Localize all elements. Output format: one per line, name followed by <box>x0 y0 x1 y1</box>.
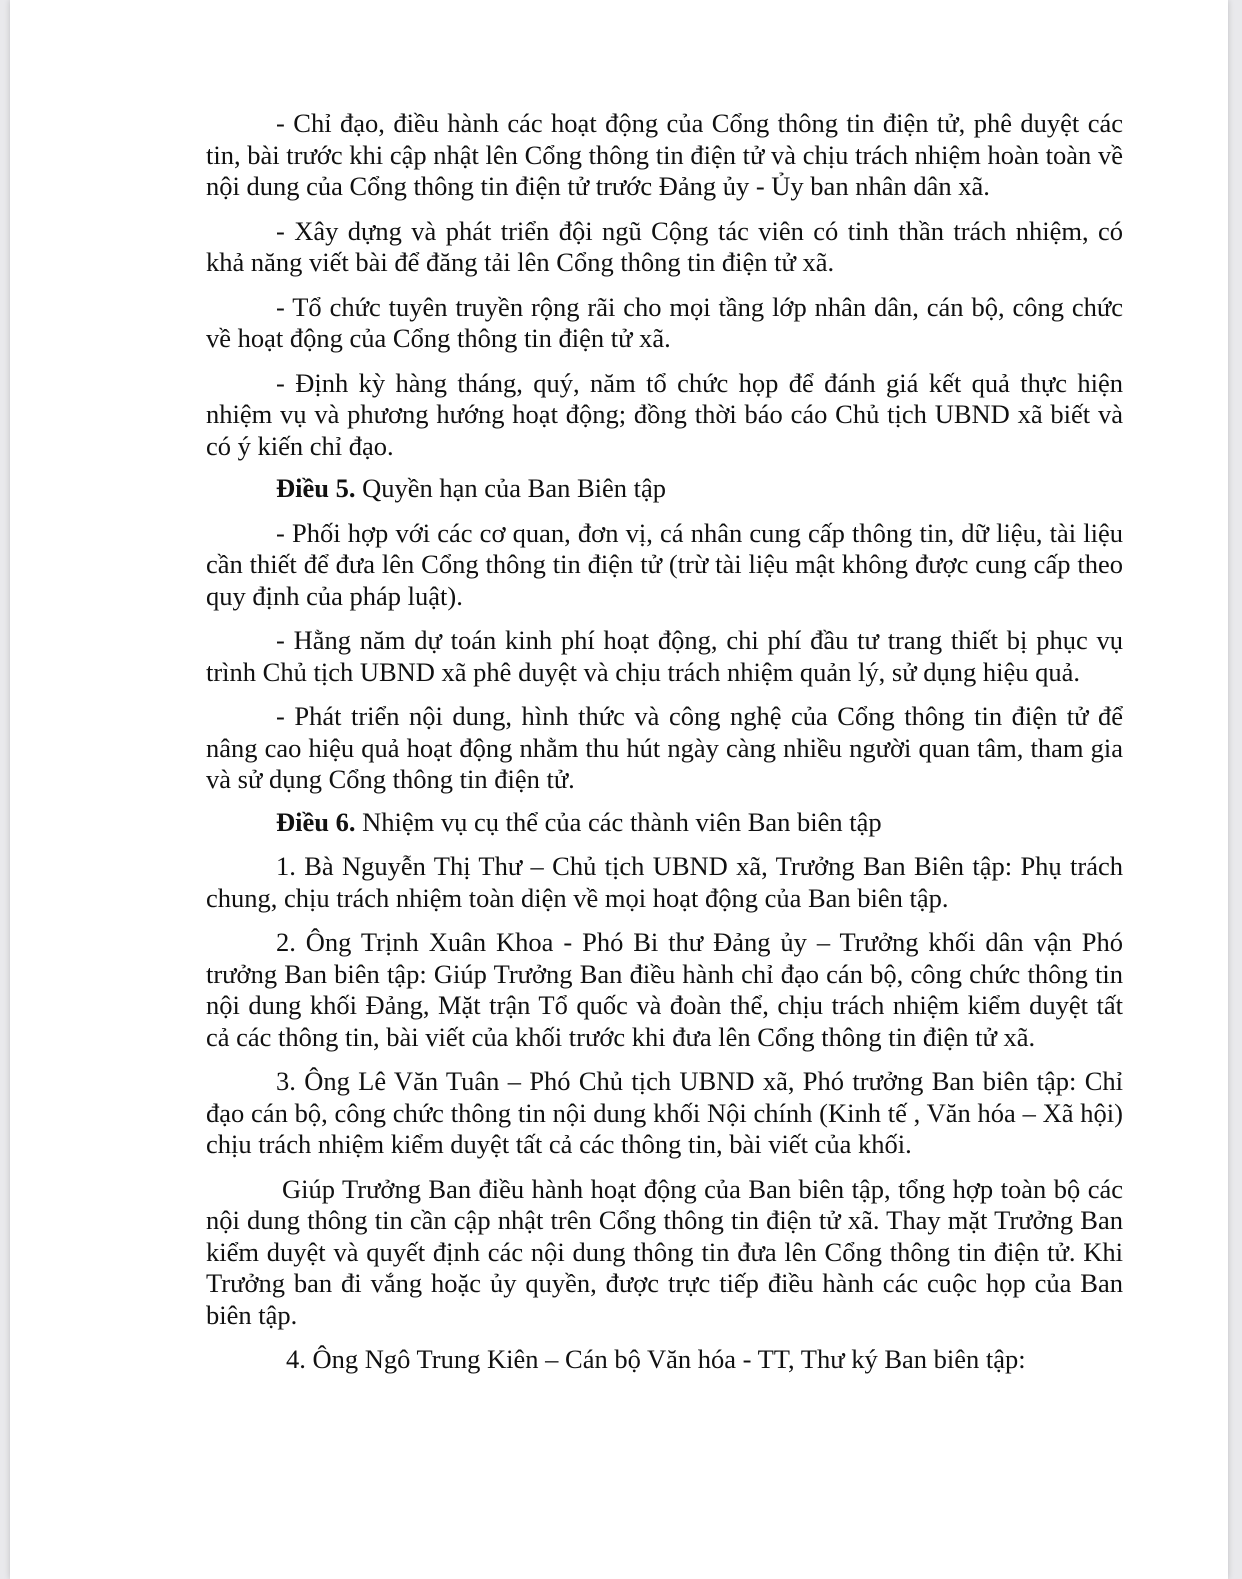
heading-dieu-6-title: Nhiệm vụ cụ thể của các thành viên Ban biên tập <box>355 806 882 837</box>
paragraph-dieu4-item-4: - Định kỳ hàng tháng, quý, năm tổ chức họp để đánh giá kết quả thực hiện nhiệm vụ và phương hướng hoạt động; đồng thời báo cáo Chủ tịch UBND xã biết và có ý kiến chỉ đạo. <box>206 367 1123 461</box>
paragraph-member-1: 1. Bà Nguyễn Thị Thư – Chủ tịch UBND xã, Trưởng Ban Biên tập: Phụ trách chung, chịu trách nhiệm toàn diện về mọi hoạt động của Ban biên tập. <box>206 851 1123 913</box>
paragraph-dieu5-item-2: - Hằng năm dự toán kinh phí hoạt động, chi phí đầu tư trang thiết bị phục vụ trình Chủ tịch UBND xã phê duyệt và chịu trách nhiệm quản lý, sử dụng hiệu quả. <box>206 625 1123 687</box>
paragraph-dieu4-item-2: - Xây dựng và phát triển đội ngũ Cộng tác viên có tinh thần trách nhiệm, có khả năng viết bài để đăng tải lên Cổng thông tin điện tử xã. <box>206 215 1123 277</box>
heading-dieu-5-label: Điều 5. <box>276 473 356 503</box>
heading-dieu-6-label: Điều 6. <box>276 806 356 837</box>
paragraph-member-3-duties: Giúp Trưởng Ban điều hành hoạt động của Ban biên tập, tổng hợp toàn bộ các nội dung thông tin cần cập nhật trên Cổng thông tin điện tử xã. Thay mặt Trưởng Ban kiểm duyệt và quyết định các nội dung thông tin đưa lên Cổng thông tin điện tử. Khi Trưởng ban đi vắng hoặc ủy quyền, được trực tiếp điều hành các cuộc họp của Ban biên tập. <box>206 1173 1123 1330</box>
paragraph-dieu5-item-1: - Phối hợp với các cơ quan, đơn vị, cá nhân cung cấp thông tin, dữ liệu, tài liệu cần thiết để đưa lên Cổng thông tin điện tử (trừ tài liệu mật không được cung cấp theo quy định của pháp luật). <box>206 517 1123 611</box>
paragraph-dieu5-item-3: - Phát triển nội dung, hình thức và công nghệ của Cổng thông tin điện tử để nâng cao hiệu quả hoạt động nhằm thu hút ngày càng nhiều người quan tâm, tham gia và sử dụng Cổng thông tin điện tử. <box>206 701 1123 794</box>
paragraph-dieu4-item-3: - Tổ chức tuyên truyền rộng rãi cho mọi tầng lớp nhân dân, cán bộ, công chức về hoạt động của Cổng thông tin điện tử xã. <box>206 291 1123 353</box>
paragraph-member-3: 3. Ông Lê Văn Tuân – Phó Chủ tịch UBND xã, Phó trưởng Ban biên tập: Chỉ đạo cán bộ, công chức thông tin nội dung khối Nội chính (Kinh tế , Văn hóa – Xã hội) chịu trách nhiệm kiểm duyệt tất cả các thông tin, bài viết của khối. <box>206 1066 1123 1159</box>
heading-dieu-5 <box>206 473 1123 505</box>
paragraph-dieu4-item-1: - Chỉ đạo, điều hành các hoạt động của Cổng thông tin điện tử, phê duyệt các tin, bài trước khi cập nhật lên Cổng thông tin điện tử và chịu trách nhiệm hoàn toàn về nội dung của Cổng thông tin điện tử trước Đảng ủy - Ủy ban nhân dân xã. <box>206 108 1123 201</box>
document-page <box>10 0 1228 1579</box>
heading-dieu-6 <box>206 807 1123 839</box>
paragraph-member-4: 4. Ông Ngô Trung Kiên – Cán bộ Văn hóa - TT, Thư ký Ban biên tập: <box>286 1344 1026 1374</box>
heading-dieu-5-title: Quyền hạn của Ban Biên tập <box>355 473 667 503</box>
document-body <box>206 108 1123 1376</box>
paragraph-member-2: 2. Ông Trịnh Xuân Khoa - Phó Bi thư Đảng ủy – Trưởng khối dân vận Phó trưởng Ban biên tập: Giúp Trưởng Ban điều hành chỉ đạo cán bộ, công chức thông tin nội dung khối Đảng, Mặt trận Tổ quốc và đoàn thể, chịu trách nhiệm kiểm duyệt tất cả các thông tin, bài viết của khối trước khi đưa lên Cổng thông tin điện tử xã. <box>206 927 1123 1052</box>
